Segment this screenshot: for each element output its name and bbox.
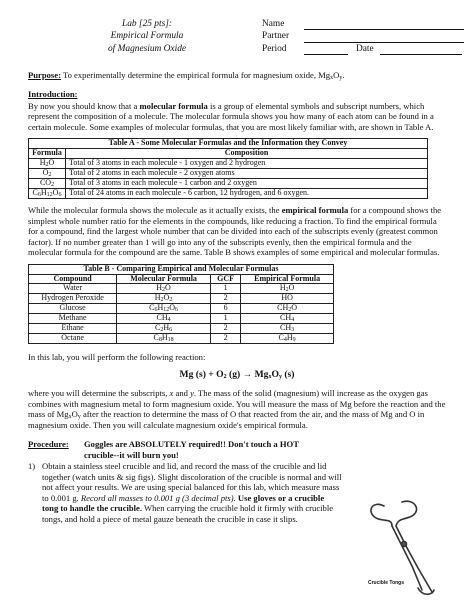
table-a-header-composition: Composition bbox=[66, 149, 428, 159]
gcf-cell: 2 bbox=[210, 294, 240, 304]
purpose-label: Purpose: bbox=[28, 70, 61, 80]
para2-term-empirical: empirical formula bbox=[281, 205, 349, 216]
molecular-formula-cell: $C_8H_{18}$ bbox=[117, 334, 211, 344]
table-b-caption: Table B - Comparing Empirical and Molecular Formulas bbox=[29, 264, 334, 274]
gcf-cell: 1 bbox=[210, 314, 240, 324]
period-line[interactable] bbox=[304, 45, 348, 55]
empirical-formula-cell: $CH_4$ bbox=[241, 314, 334, 324]
partner-label: Partner bbox=[262, 31, 290, 42]
table-a-header-formula: Formula bbox=[29, 149, 66, 159]
compound-cell: Ethane bbox=[29, 324, 117, 334]
student-fields bbox=[262, 18, 464, 55]
purpose-sub-y: y bbox=[339, 75, 343, 81]
table-b-body bbox=[29, 284, 334, 344]
header bbox=[28, 18, 446, 70]
formula-cell: $CO_2$ bbox=[29, 179, 66, 189]
intro-text-c: is a group of elemental symbols and subscript numbers, which represent the composition of a molecule. The molecular formula shows you how many of each atom can be found in a certain molecule. Some examples of molecular formulas, that you are most likely familiar with, are shown in Table A. bbox=[28, 100, 434, 132]
intro-term-molecular: molecular formula bbox=[139, 100, 208, 111]
formula-cell: $H_2O$ bbox=[29, 159, 66, 169]
figure-caption: Crucible Tongs bbox=[368, 580, 405, 586]
purpose-sub-x: x bbox=[330, 75, 334, 81]
purpose bbox=[28, 70, 446, 80]
gcf-cell: 2 bbox=[210, 324, 240, 334]
title-line-3: of Magnesium Oxide bbox=[107, 43, 187, 54]
lab-title bbox=[92, 18, 202, 55]
step-text: Obtain a stainless steel crucible and lid, and record the mass of the crucible and lid together (watch units & sig figs). Slight discoloration of the crucible is normal and will not affect your results. We are using special balanced for this lab, which measure mass to 0.001 g. Record all masses to 0.001 g (3 decimal pts). Use gloves or a crucible tong to handle the crucible. When carrying the crucible hold it firmly with crucible tongs, and hold a piece of metal gauze beneath the crucible in case it slips. bbox=[42, 461, 342, 524]
gcf-cell: 2 bbox=[210, 334, 240, 344]
table-a-caption: Table A - Some Molecular Formulas and the Information they Convey bbox=[29, 139, 428, 149]
name-label: Name bbox=[262, 19, 285, 29]
compound-cell: Methane bbox=[29, 314, 117, 324]
composition-cell: Total of 2 atoms in each molecule - 2 oxygen atoms bbox=[66, 169, 428, 179]
title-line-1: Lab [25 pts]: bbox=[121, 19, 172, 29]
compound-cell: Hydrogen Peroxide bbox=[29, 294, 117, 304]
table-row bbox=[29, 169, 428, 179]
empirical-formula-cell: $CH_2O$ bbox=[241, 304, 334, 314]
reaction-intro: In this lab, you will perform the following reaction: bbox=[28, 352, 206, 363]
intro-label: Introduction: bbox=[28, 89, 78, 100]
procedure-header bbox=[28, 439, 446, 460]
molecular-formula-cell: $C_2H_6$ bbox=[117, 324, 211, 334]
composition-cell: Total of 3 atoms in each molecule - 1 carbon and 2 oxygen bbox=[66, 179, 428, 189]
table-row bbox=[29, 179, 428, 189]
compound-cell: Water bbox=[29, 284, 117, 294]
para2-text-a: While the molecular formula shows the molecule as it actually exists, the bbox=[28, 205, 282, 216]
empirical-formula-cell: $C_4H_9$ bbox=[241, 334, 334, 344]
molecular-formula-cell: $H_2O_2$ bbox=[117, 294, 211, 304]
table-a bbox=[28, 138, 428, 199]
table-row bbox=[29, 334, 334, 344]
table-b-header-gcf: GCF bbox=[210, 274, 240, 284]
period-date-field[interactable] bbox=[262, 43, 464, 55]
partner-field[interactable] bbox=[262, 30, 464, 42]
intro-paragraph bbox=[28, 101, 446, 132]
procedure-label: Procedure: bbox=[28, 439, 69, 450]
table-b bbox=[28, 264, 334, 345]
name-line[interactable] bbox=[304, 20, 464, 30]
formula-cell: $C_6H_{12}O_6$ bbox=[29, 189, 66, 199]
partner-line[interactable] bbox=[304, 33, 464, 43]
table-row bbox=[29, 294, 334, 304]
empirical-formula-cell: $CH_3$ bbox=[241, 324, 334, 334]
molecular-formula-cell: $CH_4$ bbox=[117, 314, 211, 324]
intro-text-a: By now you should know that a bbox=[28, 100, 140, 111]
table-row bbox=[29, 324, 334, 334]
reaction-equation: Mg $(s) + O_2$ $(g) \to Mg_xO_y$ (s) bbox=[179, 368, 295, 380]
empirical-formula-cell: $H_2O$ bbox=[241, 284, 334, 294]
compound-cell: Glucose bbox=[29, 304, 117, 314]
table-row bbox=[29, 159, 428, 169]
purpose-end: . bbox=[342, 70, 345, 80]
purpose-text: To experimentally determine the empirical formula for magnesium oxide, Mg bbox=[62, 70, 331, 80]
table-b-header-empirical: Empirical Formula bbox=[241, 274, 334, 284]
compound-cell: Octane bbox=[29, 334, 117, 344]
para2-text-c: for a compound shows the simplest whole number ratio for the elements in the compounds, like reducing a fraction. To find the empirical formula for a compound, find the largest whole number that can be divided into each of the subscripts evenly (greatest common factor). If no number greater than 1 will go into any of the subscripts evenly, then the empirical formula and the molecular formula for the compound are the same. Table B shows examples of some empirical and molecular formulas. bbox=[28, 205, 442, 258]
composition-cell: Total of 3 atoms in each molecule - 1 oxygen and 2 hydrogen bbox=[66, 159, 428, 169]
empirical-formula-cell: HO bbox=[241, 294, 334, 304]
molecular-formula-cell: $H_2O$ bbox=[117, 284, 211, 294]
table-b-header-molecular: Molecular Formula bbox=[117, 274, 211, 284]
table-row bbox=[29, 314, 334, 324]
formula-cell: $O_2$ bbox=[29, 169, 66, 179]
purpose-o: O bbox=[333, 70, 340, 80]
date-line[interactable] bbox=[380, 45, 462, 55]
name-field[interactable] bbox=[262, 18, 464, 30]
table-row bbox=[29, 189, 428, 199]
step-number: 1) bbox=[28, 461, 36, 472]
empirical-paragraph bbox=[28, 205, 446, 257]
title-line-2: Empirical Formula bbox=[110, 31, 184, 42]
molecular-formula-cell: $C_6H_{12}O_6$ bbox=[117, 304, 211, 314]
gcf-cell: 1 bbox=[210, 284, 240, 294]
table-b-header-compound: Compound bbox=[29, 274, 117, 284]
period-label: Period bbox=[262, 43, 287, 54]
procedure-warning: Goggles are ABSOLUTELY required!! Don't touch a HOT crucible--it will burn you! bbox=[84, 439, 299, 460]
composition-cell: Total of 24 atoms in each molecule - 6 carbon, 12 hydrogen, and 6 oxygen. bbox=[66, 189, 428, 199]
reaction-paragraph: where you will determine the subscripts, x and y. The mass of the solid (magnesium) will increase as the oxygen gas combines with magnesium metal to form magnesium oxide. You will measure the mass of Mg before the reaction and the mass of $Mg_xO_y$ after the reaction to determine the mass of O that reacted from the air, and the mass of Mg and O in magnesium oxide. Then you will calculate magnesium oxide's empirical formula. bbox=[28, 388, 446, 430]
table-row bbox=[29, 284, 334, 294]
gcf-cell: 6 bbox=[210, 304, 240, 314]
date-label: Date bbox=[356, 43, 374, 54]
table-row bbox=[29, 304, 334, 314]
